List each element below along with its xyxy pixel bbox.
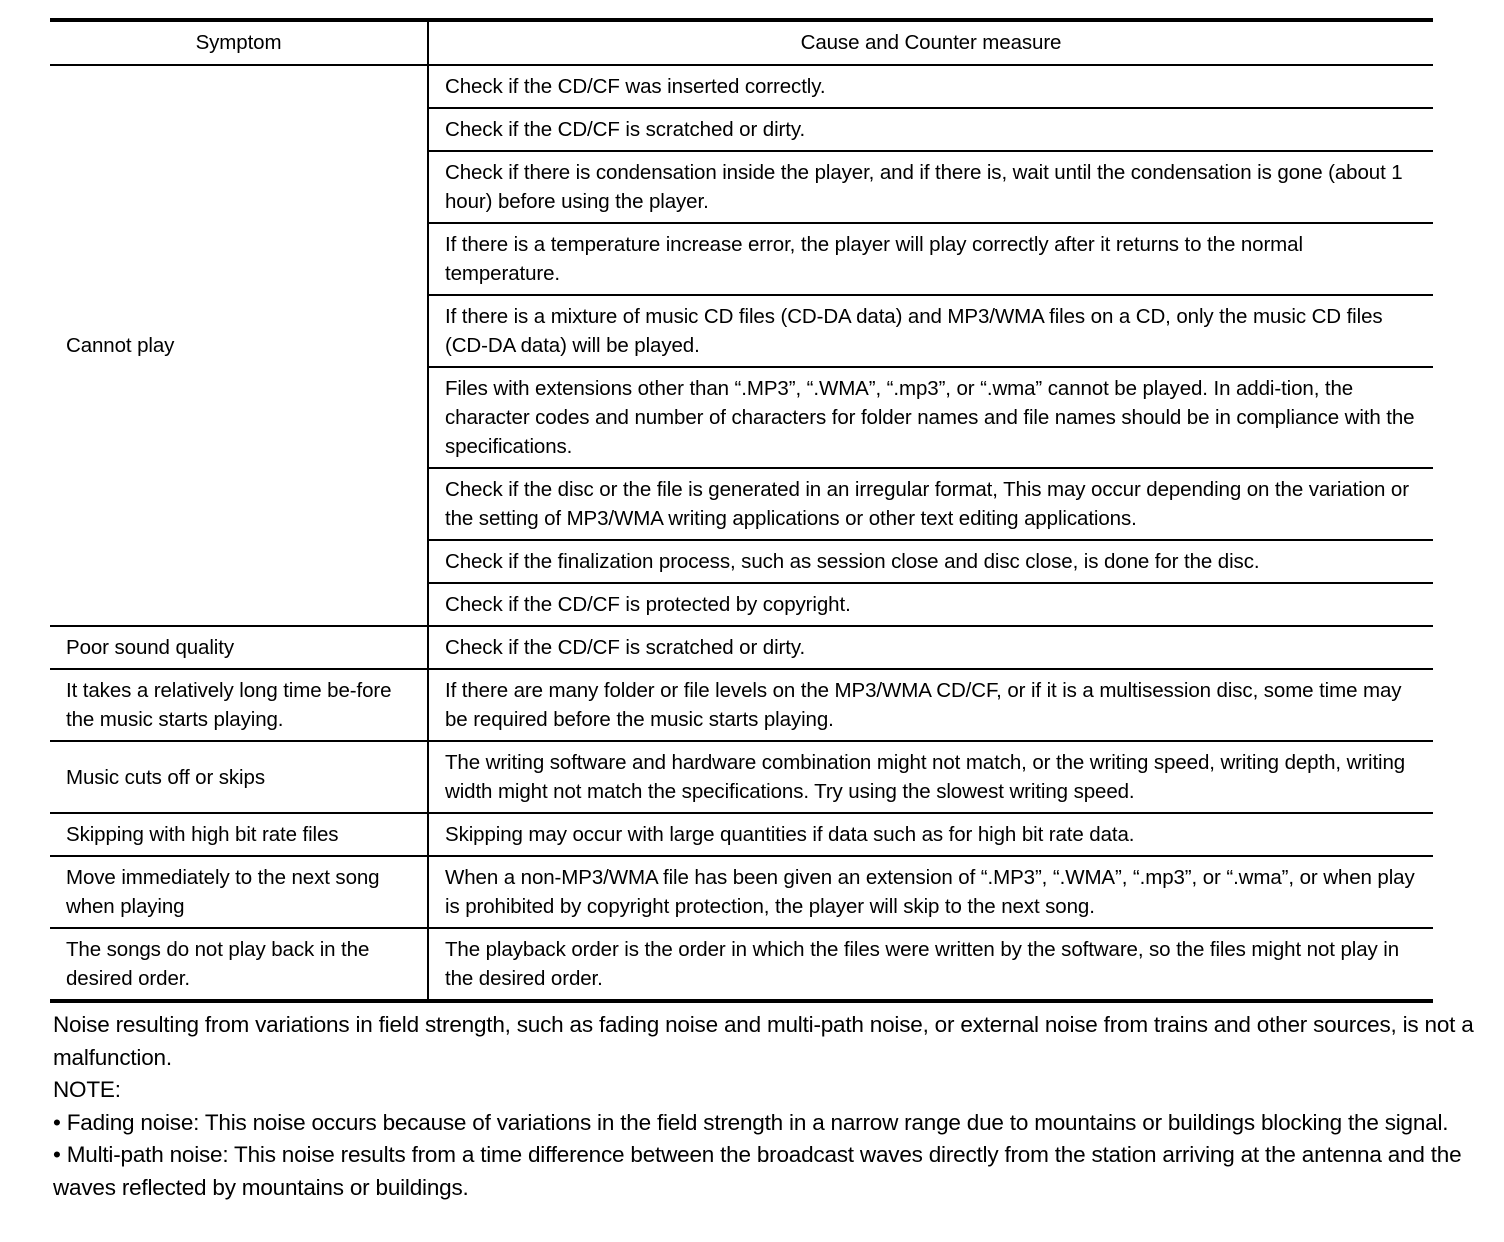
cause-cell: The playback order is the order in which the files were written by the software, so the files might not play in the desired order.: [428, 928, 1433, 1001]
troubleshooting-table-container: [50, 18, 1433, 1003]
note-bullet-multipath-noise: • Multi-path noise: This noise results from a time difference between the broadcast waves directly from the station arriving at the antenna and the waves reflected by mountains or buildings.: [53, 1142, 1462, 1200]
symptom-cell: Poor sound quality: [50, 626, 428, 669]
table-row: [50, 626, 1433, 669]
header-symptom: Symptom: [50, 20, 428, 65]
symptom-cell: It takes a relatively long time be-fore the music starts playing.: [50, 669, 428, 741]
cause-cell: Check if the CD/CF is protected by copyright.: [428, 583, 1433, 626]
table-row: [50, 856, 1433, 928]
noise-notes: [53, 1009, 1493, 1204]
symptom-cell: Move immediately to the next song when playing: [50, 856, 428, 928]
cause-cell: Skipping may occur with large quantities if data such as for high bit rate data.: [428, 813, 1433, 856]
cause-cell: The writing software and hardware combination might not match, or the writing speed, writing depth, writing width might not match the specifications. Try using the slowest writing speed.: [428, 741, 1433, 813]
table-row: [50, 741, 1433, 813]
symptom-cell: Skipping with high bit rate files: [50, 813, 428, 856]
cause-cell: Files with extensions other than “.MP3”, “.WMA”, “.mp3”, or “.wma” cannot be played. In addi-tion, the character codes and number of characters for folder names and file names should be in compliance with the specifications.: [428, 367, 1433, 468]
table-row: [50, 669, 1433, 741]
symptom-cell: The songs do not play back in the desired order.: [50, 928, 428, 1001]
cause-cell: Check if there is condensation inside the player, and if there is, wait until the condensation is gone (about 1 hour) before using the player.: [428, 151, 1433, 223]
cause-cell: Check if the CD/CF was inserted correctly.: [445, 75, 826, 98]
cause-cell: Check if the CD/CF is scratched or dirty.: [428, 108, 1433, 151]
symptom-cell: Cannot play: [50, 65, 428, 626]
header-cause-countermeasure: Cause and Counter measure: [428, 20, 1433, 65]
table-row: [50, 65, 1433, 108]
cause-cell: Check if the disc or the file is generated in an irregular format, This may occur depending on the variation or the setting of MP3/WMA writing applications or other text editing applications.: [428, 468, 1433, 540]
symptom-cell: Music cuts off or skips: [50, 741, 428, 813]
cause-cell: If there is a mixture of music CD files (CD-DA data) and MP3/WMA files on a CD, only the music CD files (CD-DA data) will be played.: [428, 295, 1433, 367]
cause-cell: Check if the finalization process, such as session close and disc close, is done for the disc.: [428, 540, 1433, 583]
table-row: [50, 928, 1433, 1001]
noise-intro-paragraph: Noise resulting from variations in field strength, such as fading noise and multi-path noise, or external noise from trains and other sources, is not a malfunction.: [53, 1012, 1474, 1070]
cause-cell: If there is a temperature increase error, the player will play correctly after it returns to the normal temperature.: [428, 223, 1433, 295]
cause-cell: Check if the CD/CF is scratched or dirty.: [428, 626, 1433, 669]
cause-cell: If there are many folder or file levels on the MP3/WMA CD/CF, or if it is a multisession disc, some time may be required before the music starts playing.: [428, 669, 1433, 741]
note-bullet-fading-noise: • Fading noise: This noise occurs because of variations in the field strength in a narrow range due to mountains or buildings blocking the signal.: [53, 1109, 1449, 1135]
troubleshooting-table: [50, 18, 1433, 1003]
table-header-row: [50, 20, 1433, 65]
note-label: NOTE:: [53, 1077, 121, 1102]
cause-cell: When a non-MP3/WMA file has been given an extension of “.MP3”, “.WMA”, “.mp3”, or “.wma”, or when play is prohibited by copyright protection, the player will skip to the next song.: [428, 856, 1433, 928]
table-row: [50, 813, 1433, 856]
